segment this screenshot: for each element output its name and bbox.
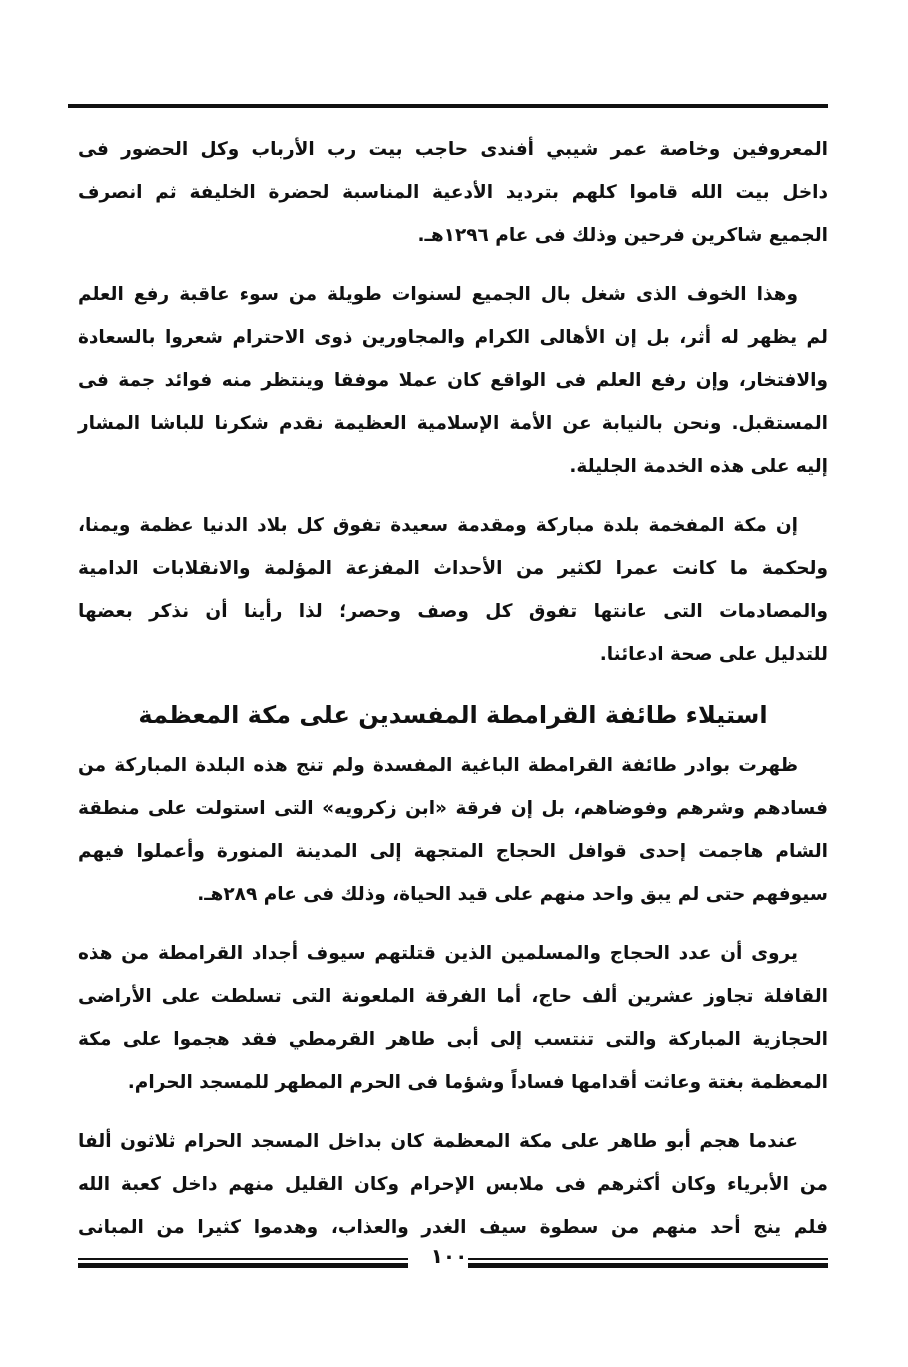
page-footer [78, 1244, 828, 1272]
text-line: فسادهم وشرهم وفوضاهم، بل إن فرقة «ابن زكرويه» التى استولت على منطقة [78, 798, 828, 819]
text-line: الجميع شاكرين فرحين وذلك فى عام ١٢٩٦هـ. [417, 225, 828, 246]
text-line: داخل بيت الله قاموا كلهم بترديد الأدعية المناسبة لحضرة الخليفة ثم انصرف [78, 182, 828, 203]
text-line: لم يظهر له أثر، بل إن الأهالى الكرام والمجاورين ذوى الاحترام شعروا بالسعادة [78, 327, 828, 348]
paragraph [78, 744, 828, 916]
paragraph [78, 273, 828, 488]
footer-rule-right [468, 1258, 828, 1268]
paragraph [78, 1120, 828, 1249]
paragraph [78, 128, 828, 257]
text-line: والمصادمات التى عانتها تفوق كل وصف وحصر؛ لذا رأينا أن نذكر بعضها [78, 601, 828, 622]
text-line: سيوفهم حتى لم يبق واحد منهم على قيد الحياة، وذلك فى عام ٢٨٩هـ. [197, 884, 828, 905]
section-heading: استيلاء طائفة القرامطة المفسدين على مكة المعظمة [138, 701, 768, 729]
text-line: للتدليل على صحة ادعائنا. [599, 644, 828, 665]
text-line: إليه على هذه الخدمة الجليلة. [569, 456, 828, 477]
paragraph [78, 932, 828, 1104]
text-line: يروى أن عدد الحجاج والمسلمين الذين قتلتهم سيوف أجداد القرامطة من هذه [78, 943, 798, 964]
text-line: والافتخار، وإن رفع العلم فى الواقع كان عملا موفقا وينتظر منه فوائد جمة فى [78, 370, 828, 391]
text-line: الحجازية المباركة والتى تنتسب إلى أبى طاهر القرمطي فقد هجموا على مكة [78, 1029, 828, 1050]
text-line: فلم ينج أحد منهم من سطوة سيف الغدر والعذاب، وهدموا كثيرا من المبانى [78, 1217, 828, 1238]
text-line: المعظمة بغتة وعاثت أقدامها فساداً وشؤما فى الحرم المطهر للمسجد الحرام. [127, 1072, 828, 1093]
paragraph [78, 504, 828, 676]
page-number: ١٠٠ [430, 1244, 468, 1268]
header-rule [68, 104, 828, 108]
text-line: القافلة تجاوز عشرين ألف حاج، أما الفرقة الملعونة التى تسلطت على الأراضى [78, 986, 828, 1007]
text-line: وهذا الخوف الذى شغل بال الجميع لسنوات طويلة من سوء عاقبة رفع العلم [78, 284, 798, 305]
text-line: المعروفين وخاصة عمر شيبي أفندى حاجب بيت رب الأرباب وكل الحضور فى [78, 139, 828, 160]
text-line: ولحكمة ما كانت عمرا لكثير من الأحداث المفزعة المؤلمة والانقلابات الدامية [78, 558, 828, 579]
text-line: إن مكة المفخمة بلدة مباركة ومقدمة سعيدة تفوق كل بلاد الدنيا عظمة ويمنا، [78, 515, 798, 536]
footer-rule-left [78, 1258, 408, 1268]
page-body [78, 128, 828, 1265]
text-line: المستقبل. ونحن بالنيابة عن الأمة الإسلامية العظيمة نقدم شكرنا للباشا المشار [78, 413, 828, 434]
text-line: ظهرت بوادر طائفة القرامطة الباغية المفسدة ولم تنج هذه البلدة المباركة من [78, 755, 798, 776]
text-line: من الأبرياء وكان أكثرهم فى ملابس الإحرام وكان القليل منهم داخل كعبة الله [78, 1174, 828, 1195]
text-line: الشام هاجمت إحدى قوافل الحجاج المتجهة إلى المدينة المنورة وأعملوا فيهم [78, 841, 828, 862]
text-line: عندما هجم أبو طاهر على مكة المعظمة كان بداخل المسجد الحرام ثلاثون ألفا [78, 1131, 798, 1152]
